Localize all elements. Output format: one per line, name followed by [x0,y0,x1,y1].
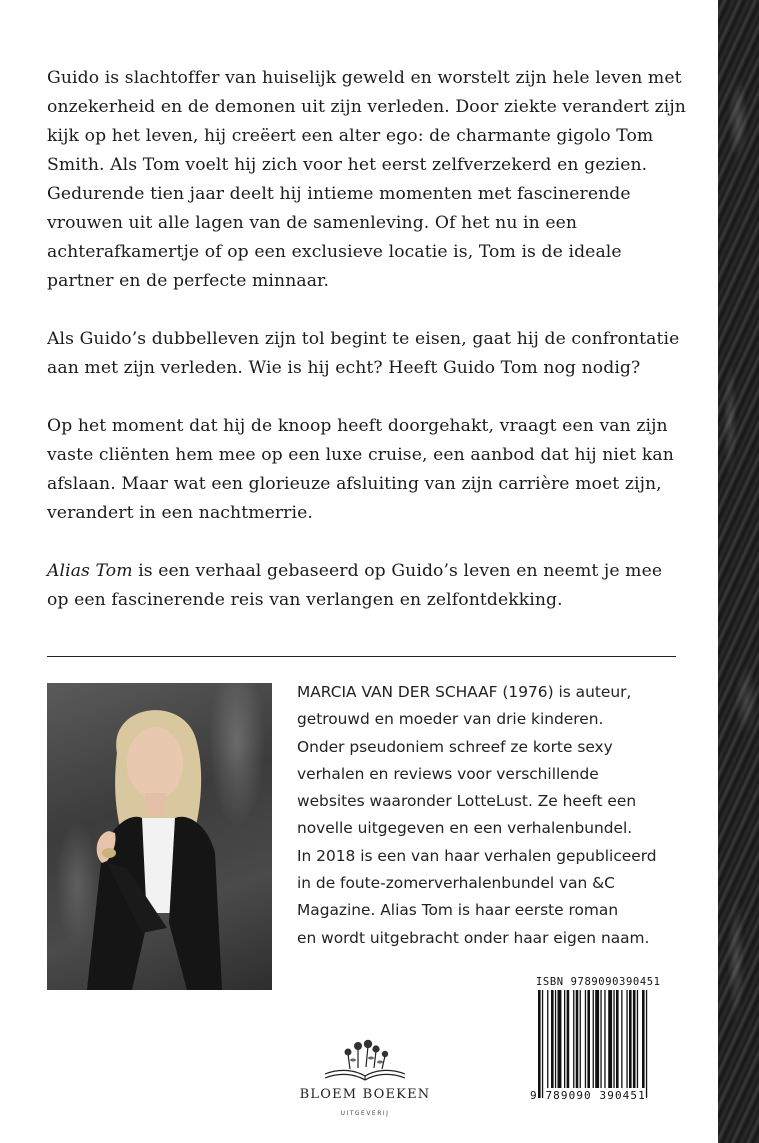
publisher-name: BLOEM BOEKEN [299,1087,431,1102]
divider-line [47,656,676,657]
barcode-bar [633,990,636,1088]
barcode-bar [558,990,562,1088]
marble-spine-edge [718,0,759,1143]
bio-line: In 2018 is een van haar verhalen gepubliceerd [297,846,657,865]
barcode-bar [637,990,638,1088]
barcode-bar [576,990,579,1088]
bio-line: websites waaronder LotteLust. Ze heeft een [297,792,637,811]
author-photo [47,683,272,990]
barcode-bar [646,990,647,1098]
barcode-bar [626,990,627,1088]
publisher-subtitle: UITGEVERIJ [340,1110,390,1117]
author-portrait-illustration [47,683,272,990]
barcode-bar [600,990,601,1088]
bio-line: in de foute-zomerverhalenbundel van &C [297,874,615,893]
blurb-paragraph-4-text: is een verhaal gebaseerd op Guido’s leven en neemt je mee op een fascinerende reis van verlangen en zelfontdekking. [47,561,663,610]
barcode-bar [604,990,605,1088]
blurb-paragraph-4 [47,557,687,615]
author-bio [297,679,677,952]
barcode-bar [551,990,554,1088]
bio-line: en wordt uitgebracht onder haar eigen naam. [297,928,650,947]
isbn-label: ISBN 9789090390451 [536,976,661,988]
barcode-bar [585,990,586,1088]
bio-line: verhalen en reviews voor verschillende [297,764,599,783]
barcode-bar [580,990,581,1088]
barcode-bars [538,990,680,1098]
barcode-bar [538,990,541,1098]
barcode-bar [595,990,599,1088]
bio-line: Onder pseudoniem schreef ze korte sexy [297,737,613,756]
barcode-bar [613,990,614,1088]
blurb-paragraph-2: Als Guido’s dubbelleven zijn tol begint te eisen, gaat hij de confrontatie aan met zijn verleden. Wie is hij echt? Heeft Guido Tom nog nodig? [47,329,680,378]
publisher-logo [290,1036,440,1126]
bio-line: MARCIA VAN DER SCHAAF (1976) is auteur, [297,683,632,701]
back-cover-blurb [47,64,687,644]
barcode-bar [593,990,594,1088]
barcode-bar [621,990,622,1088]
book-title-italic: Alias Tom [47,561,133,581]
barcode-digits: 9 789090 390451 [530,1089,646,1102]
blurb-paragraph-3: Op het moment dat hij de knoop heeft doorgehakt, vraagt een van zijn vaste cliënten hem mee op een luxe cruise, een aanbod dat hij niet kan afslaan. Maar wat een glorieuze afsluiting van zijn carrière moet zijn, verandert in een nachtmerrie. [47,416,674,523]
open-book-flowers-icon [290,1036,440,1086]
bio-line: getrouwd en moeder van drie kinderen. [297,710,604,729]
barcode-bar [564,990,565,1088]
barcode-bar [547,990,548,1088]
blurb-paragraph-1: Guido is slachtoffer van huiselijk geweld en worstelt zijn hele leven met onzekerheid en de demonen uit zijn verleden. Door ziekte verandert zijn kijk op het leven, hij creëert een alter ego: de charmante gigolo Tom Smith. Als Tom voelt hij zich voor het eerst zelfverzekerd en gezien. Gedurende tien jaar deelt hij intieme momenten met fascinerende vrouwen uit alle lagen van de samenleving. Of het nu in een achterafkamertje of op een exclusieve locatie is, Tom is de ideale partner en de perfecte minnaar. [47,68,686,291]
barcode-bar [567,990,570,1088]
barcode-bar [542,990,543,1098]
barcode-bar [587,990,590,1088]
barcode-bar [642,990,645,1088]
barcode-bar [629,990,632,1088]
barcode-bar [555,990,556,1088]
barcode-bar [573,990,574,1088]
bio-line: Magazine. Alias Tom is haar eerste roman [297,901,619,920]
barcode-bar [608,990,612,1088]
bio-line: novelle uitgegeven en een verhalenbundel. [297,819,633,838]
barcode-bar [616,990,619,1088]
